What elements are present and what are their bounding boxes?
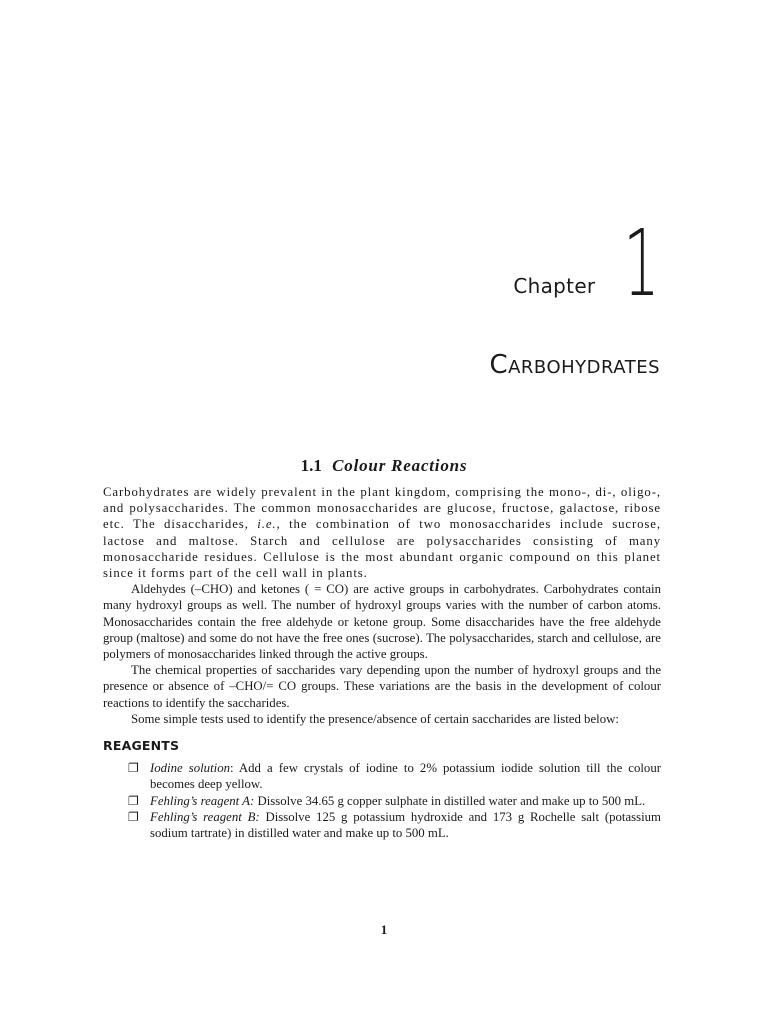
reagent-text xyxy=(150,809,661,841)
checkbox-bullet-icon: ❐ xyxy=(128,761,139,776)
reagent-text xyxy=(150,760,661,792)
reagent-name: Fehling’s reagent A: xyxy=(150,793,255,808)
reagents-heading: REAGENTS xyxy=(103,738,180,754)
paragraph-intro-part1: Carbohydrates are widely prevalent in the plant kingdom, comprising the mono-, di-, oligo-, and polysaccharides. The common monosaccharides are glucose, fructose, galactose, ribose etc. The disaccharides, xyxy=(103,485,661,532)
paragraph-intro xyxy=(103,484,661,581)
ie-abbreviation: i.e. xyxy=(257,517,277,532)
body-text xyxy=(103,484,661,841)
chapter-heading xyxy=(513,210,660,317)
reagent-name: Fehling’s reagent B: xyxy=(150,809,260,824)
section-title: Colour Reactions xyxy=(332,456,468,475)
reagent-list xyxy=(128,760,661,841)
reagent-name: Iodine solution xyxy=(150,761,230,776)
paragraph-intro-part2: , the combination of two monosaccharides include sucrose, lactose and maltose. Starch and cellulose are polysaccharides consisting of many monosaccharide residues. Cellulose is the most abundant organic compound on this planet since it forms part of the cell wall in plants. xyxy=(103,517,661,581)
reagent-separator: : xyxy=(230,761,239,776)
checkbox-bullet-icon: ❐ xyxy=(128,809,139,824)
paragraph-active-groups: Aldehydes (–CHO) and ketones ( = CO) are active groups in carbohydrates. Carbohydrates contain many hydroxyl groups as well. The number of hydroxyl groups varies with the number of carbon atoms. Monosaccharides contain the free aldehyde or ketone group. Some disaccharides have the free aldehyde group (maltose) and some do not have the free ones (sucrose). The polysaccharides, starch and cellulose, are polymers of monosaccharides linked through the active groups. xyxy=(103,582,661,662)
section-number: 1.1 xyxy=(300,456,322,475)
reagent-text xyxy=(150,793,661,809)
reagent-item-fehling-b xyxy=(128,809,661,841)
checkbox-bullet-icon: ❐ xyxy=(128,793,139,808)
page-number: 1 xyxy=(380,922,388,937)
reagent-description: Add a few crystals of iodine to 2% potassium iodide solution till the colour becomes deep yellow. xyxy=(150,761,661,792)
chapter-label: Chapter xyxy=(513,274,596,298)
reagent-item-fehling-a xyxy=(128,793,661,809)
reagent-description: Dissolve 34.65 g copper sulphate in distilled water and make up to 500 mL. xyxy=(257,793,646,808)
paragraph-chemical-properties: The chemical properties of saccharides vary depending upon the number of hydroxyl groups and the presence or absence of –CHO/= CO groups. These variations are the basis in the development of colour reactions to identify the saccharides. xyxy=(103,663,661,710)
paragraph-simple-tests: Some simple tests used to identify the presence/absence of certain saccharides are listed below: xyxy=(131,711,619,726)
reagent-item-iodine xyxy=(128,760,661,792)
section-heading xyxy=(0,456,768,476)
chapter-title: Carbohydrates xyxy=(489,350,660,380)
chapter-number: 1 xyxy=(623,210,660,317)
reagent-description: Dissolve 125 g potassium hydroxide and 173 g Rochelle salt (potassium sodium tartrate) in distilled water and make up to 500 mL. xyxy=(150,809,661,841)
